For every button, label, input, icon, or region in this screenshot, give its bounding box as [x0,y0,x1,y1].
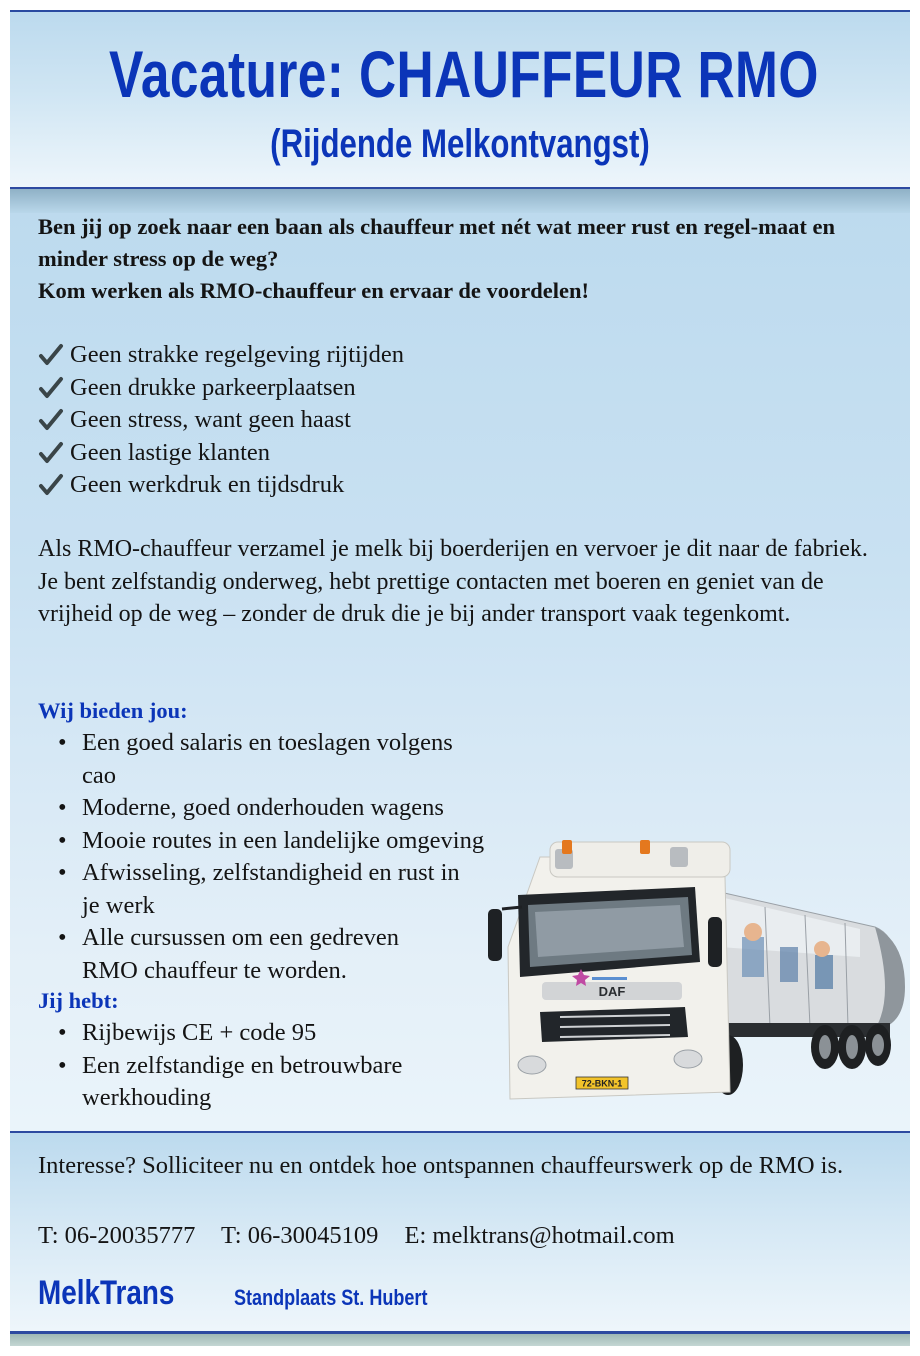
offer-item: • Een goed salaris en toeslagen volgens cao [58,727,488,792]
milk-truck-image [480,837,910,1117]
divider-shade [10,189,910,213]
requirements-list [58,1017,438,1115]
requirement-item: • Een zelfstandige en betrouwbare werkhouding [58,1050,442,1115]
requirement-item: • Rijbewijs CE + code 95 [58,1017,438,1050]
checklist-item [38,372,404,405]
truck-cab [488,840,730,1099]
intro-text [38,211,888,307]
divider-shade [10,1334,910,1346]
offer-item: • Mooie routes in een landelijke omgeving [58,825,488,858]
benefits-checklist [38,339,404,502]
footer-contact [10,1133,910,1331]
check-icon [38,342,64,368]
call-to-action: Interesse? Solliciteer nu en ontdek hoe ontspannen chauffeurswerk op de RMO is. [38,1152,844,1179]
checklist-item [38,437,404,470]
main-content [10,189,910,1131]
header-banner [10,10,910,188]
intro-question: Ben jij op zoek naar een baan als chauffeur met nét wat meer rust en regel-maat en minder stress op de weg? [38,214,835,271]
offer-item: • Afwisseling, zelfstandigheid en rust in je werk [58,857,462,922]
offer-item: • Alle cursussen om een gedreven RMO chauffeur te worden. [58,922,422,987]
page-subtitle: (Rijdende Melkontvangst) [270,122,650,166]
company-location: Standplaats St. Hubert [234,1285,428,1310]
checklist-item-text: Geen stress, want geen haast [70,406,351,433]
license-plate-text: 72-BKN-1 [581,1078,623,1089]
side-mirror [488,909,502,961]
beacon-light [640,840,650,854]
check-icon [38,472,64,498]
side-mirror [708,917,722,967]
phone-number-1[interactable]: T: 06-20035777 [38,1222,196,1249]
offer-heading: Wij bieden jou: [38,698,188,723]
company-logo: MelkTrans [38,1274,175,1312]
email-address[interactable]: E: melktrans@hotmail.com [404,1222,675,1249]
checklist-item-text: Geen drukke parkeerplaatsen [70,373,356,401]
grille-brand: DAF [598,984,626,999]
page-title: Vacature: CHAUFFEUR RMO [109,37,819,111]
check-icon [38,407,64,433]
job-description: Als RMO-chauffeur verzamel je melk bij boerderijen en vervoer je dit naar de fabriek. Je bent zelfstandig onderweg, hebt prettige contacten met boeren en geniet van de vrijheid op de weg – zonder de druk die je bij ander transport vaak tegenkomt. [38,536,868,627]
checklist-item-text: Geen werkdruk en tijdsdruk [70,471,345,498]
offer-item: • Moderne, goed onderhouden wagens [58,792,488,825]
checklist-item [38,469,404,502]
offer-list [58,727,488,987]
intro-call: Kom werken als RMO-chauffeur en ervaar de voordelen! [38,278,589,303]
contact-details [38,1219,695,1253]
check-icon [38,375,64,401]
check-icon [38,440,64,466]
checklist-item-text: Geen strakke regelgeving rijtijden [70,341,405,368]
checklist-item-text: Geen lastige klanten [70,438,271,466]
phone-number-2[interactable]: T: 06-30045109 [221,1222,379,1249]
beacon-light [562,840,572,854]
tanker-trailer [720,892,905,1037]
checklist-item [38,339,404,372]
checklist-item [38,404,404,437]
requirements-heading: Jij hebt: [38,988,119,1013]
